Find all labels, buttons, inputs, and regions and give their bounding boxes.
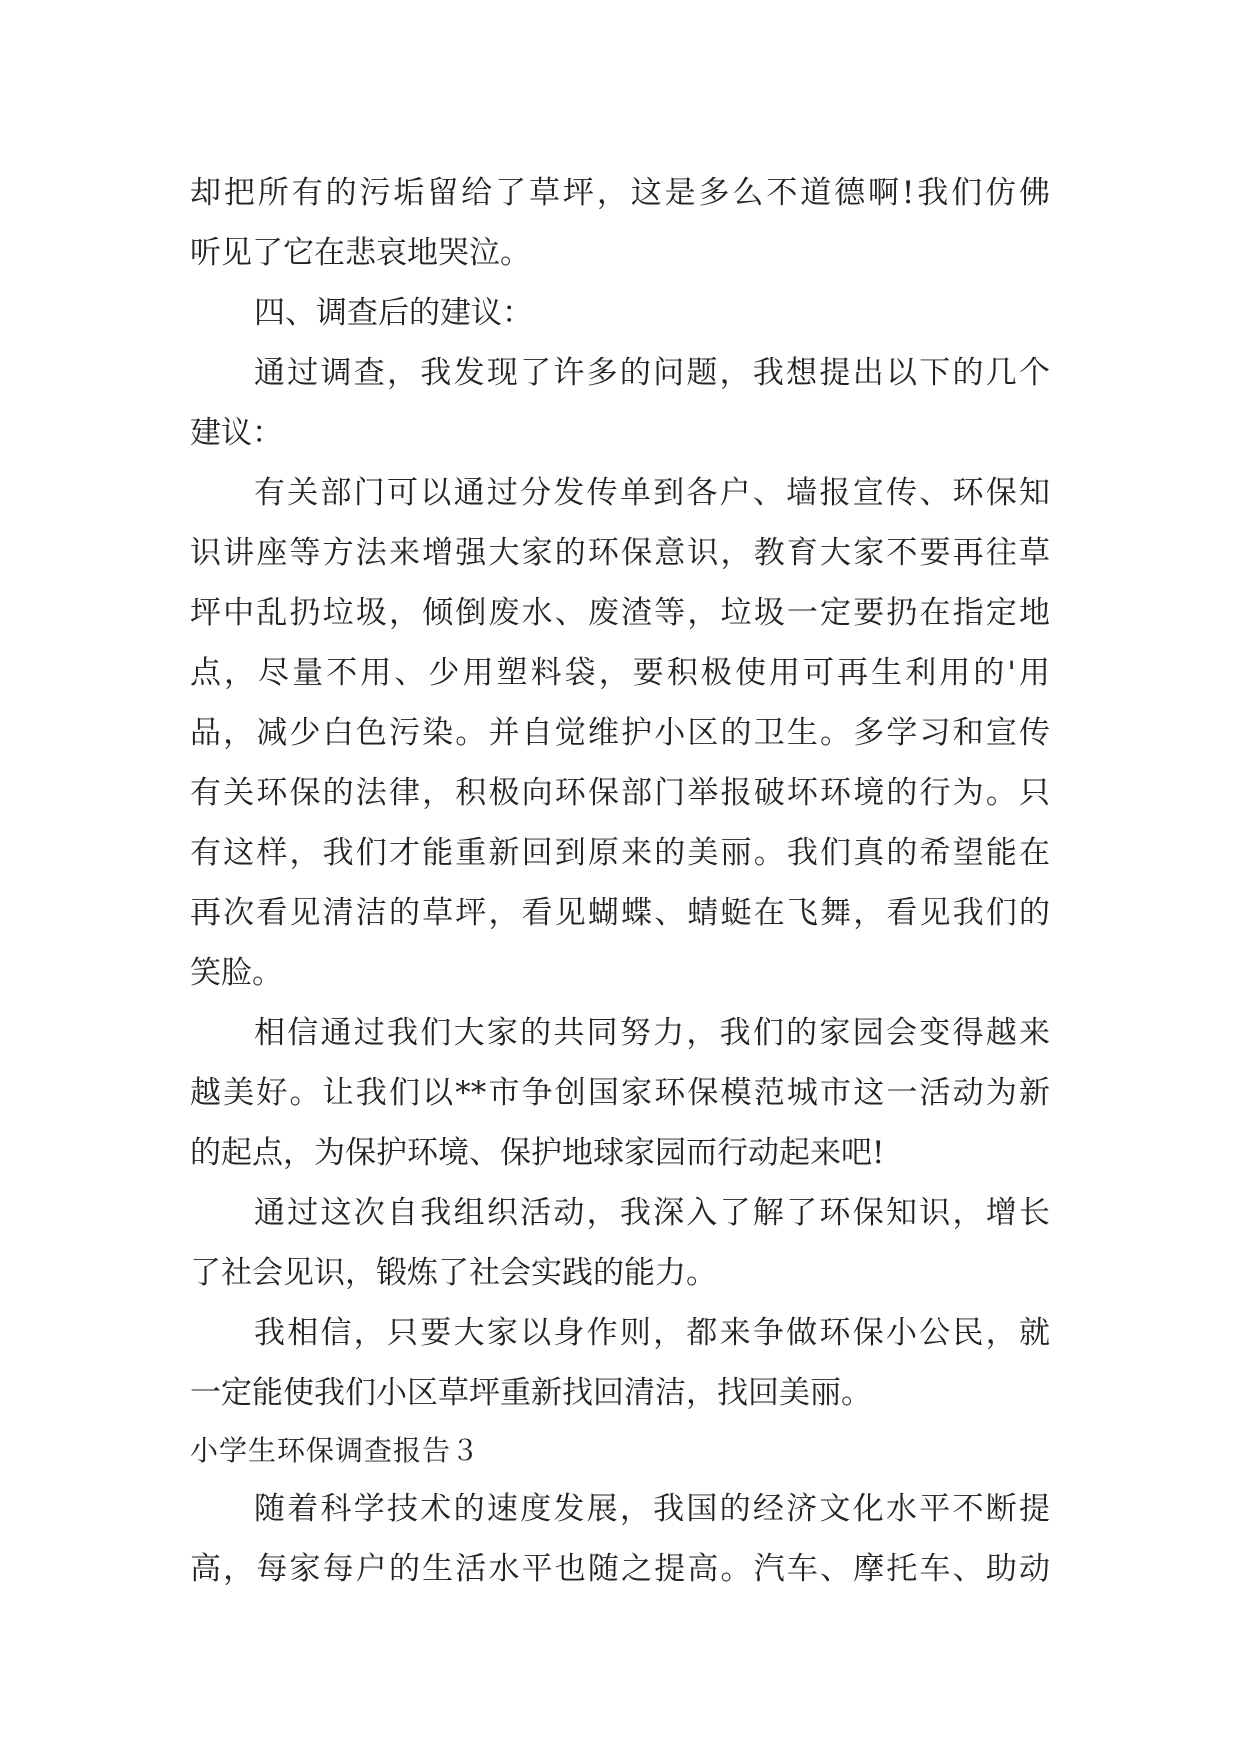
paragraph-line: 有关部门可以通过分发传单到各户、墙报宣传、环保知: [254, 475, 1050, 511]
paragraph-line: 有这样，我们才能重新回到原来的美丽。我们真的希望能在: [190, 835, 1050, 871]
paragraph-line: 了社会见识，锻炼了社会实践的能力。: [190, 1255, 717, 1291]
paragraph-line: 有关环保的法律，积极向环保部门举报破坏环境的行为。只: [190, 775, 1050, 811]
paragraph-line: 高，每家每户的生活水平也随之提高。汽车、摩托车、助动: [190, 1551, 1050, 1587]
document-page: [190, 163, 1050, 1599]
paragraph-line: 通过调查，我发现了许多的问题，我想提出以下的几个: [254, 355, 1050, 391]
paragraph-line: 识讲座等方法来增强大家的环保意识，教育大家不要再往草: [190, 535, 1050, 571]
paragraph-line: 越美好。让我们以**市争创国家环保模范城市这一活动为新: [190, 1075, 1050, 1111]
paragraph-line: 我相信，只要大家以身作则，都来争做环保小公民，就: [254, 1315, 1050, 1351]
paragraph-line: 笑脸。: [190, 955, 283, 991]
paragraph-line: 通过这次自我组织活动，我深入了解了环保知识，增长: [254, 1195, 1050, 1231]
paragraph-line: 却把所有的污垢留给了草坪，这是多么不道德啊!我们仿佛: [190, 175, 1050, 211]
paragraph-line: 建议：: [190, 415, 283, 451]
paragraph-line: 随着科学技术的速度发展，我国的经济文化水平不断提: [254, 1491, 1050, 1527]
report-title: 小学生环保调查报告３: [190, 1434, 481, 1467]
paragraph-line: 听见了它在悲哀地哭泣。: [190, 235, 531, 271]
section-heading-line: 四、调查后的建议：: [254, 295, 533, 331]
paragraph-line: 点，尽量不用、少用塑料袋，要积极使用可再生利用的'用: [190, 655, 1050, 691]
paragraph-line: 品，减少白色污染。并自觉维护小区的卫生。多学习和宣传: [190, 715, 1050, 751]
paragraph-line: 再次看见清洁的草坪，看见蝴蝶、蜻蜓在飞舞，看见我们的: [190, 895, 1050, 931]
paragraph-line: 相信通过我们大家的共同努力，我们的家园会变得越来: [254, 1015, 1050, 1051]
paragraph-line: 一定能使我们小区草坪重新找回清洁，找回美丽。: [190, 1375, 872, 1411]
paragraph-line: 的起点，为保护环境、保护地球家园而行动起来吧!: [190, 1135, 885, 1171]
paragraph-line: 坪中乱扔垃圾，倾倒废水、废渣等，垃圾一定要扔在指定地: [190, 595, 1050, 631]
